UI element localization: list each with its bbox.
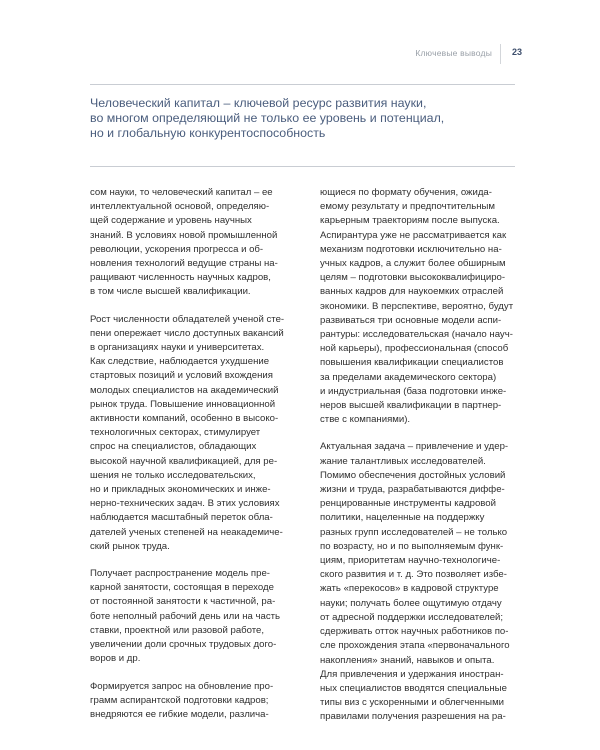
text-line: пени опережает число доступных вакансий — [90, 327, 284, 339]
text-line: за пределами академического сектора) — [320, 371, 497, 383]
pull-quote — [90, 96, 520, 142]
text-line: ванных кадров для наукоемких отраслей — [320, 286, 504, 298]
left-text-column — [90, 186, 304, 735]
text-line: наблюдается масштабный переток обла- — [90, 512, 273, 524]
text-line: сом науки, то человеческий капитал – ее — [90, 187, 273, 198]
text-line: неров высшей квалификации в партнер- — [320, 400, 502, 412]
paragraph — [90, 680, 304, 723]
text-line: емому результату и предпочтительным — [320, 201, 496, 213]
header-divider — [500, 44, 501, 64]
text-line: правилами получения разрешения на ра- — [320, 711, 506, 723]
text-line: ренцированные инструменты кадровой — [320, 498, 496, 510]
pull-quote-line: во многом определяющий не только ее уровень и потенциал, — [90, 111, 445, 126]
text-line: Для привлечения и удержания иностран- — [320, 668, 504, 680]
text-line: щей содержание и уровень научных — [90, 215, 252, 227]
text-line: высокой научной квалификацией, для ре- — [90, 455, 278, 467]
pull-quote-line: Человеческий капитал – ключевой ресурс развития науки, — [90, 96, 427, 110]
text-line: шения не только исследовательских, — [90, 469, 256, 481]
text-line: Актуальная задача – привлечение и удер- — [320, 441, 509, 453]
text-line: в организациях науки и университетах. — [90, 342, 265, 354]
text-line: рынок труда. Повышение инновационной — [90, 398, 276, 410]
text-line: разных групп исследователей – не только — [320, 526, 508, 538]
text-line: науки; получать более ощутимую отдачу — [320, 597, 502, 609]
text-line: жать «перекосов» в кадровой структуре — [320, 583, 499, 595]
paragraph — [320, 440, 534, 724]
text-line: технологичных секторах, стимулирует — [90, 427, 261, 439]
text-line: типы виз с ускоренными и облегченными — [320, 697, 505, 709]
paragraph — [90, 567, 304, 666]
text-line: повышения квалификации специалистов — [320, 357, 504, 369]
text-line: карной занятости, состоящая в переходе — [90, 582, 274, 594]
text-line: революции, ускорения прогресса и об- — [90, 243, 264, 255]
text-line: воров и др. — [90, 653, 141, 665]
text-line: ющиеся по формату обучения, ожида- — [320, 187, 492, 198]
text-line: целям – подготовки высококвалифициро- — [320, 272, 506, 284]
text-line: нерно-технических задач. В этих условиях — [90, 498, 280, 510]
text-line: дателей ученых степеней на неакадемиче- — [90, 526, 283, 538]
paragraph — [320, 186, 534, 427]
text-line: грамм аспирантской подготовки кадров; — [90, 694, 269, 706]
text-line: от постоянной занятости к частичной, ра- — [90, 596, 276, 608]
text-line: стартовых позиций и условий вхождения — [90, 370, 273, 382]
text-line: стве с компаниями). — [320, 414, 411, 426]
paragraph — [90, 313, 304, 554]
text-line: молодых специалистов на академический — [90, 384, 279, 396]
page-number: 23 — [512, 47, 523, 57]
text-line: развиваться три основные модели аспи- — [320, 314, 502, 326]
text-line: рантуры: исследовательская (начало науч- — [320, 329, 513, 341]
right-text-column — [320, 186, 534, 738]
text-line: Аспирантура уже не рассматривается как — [320, 229, 507, 241]
text-line: спрос на специалистов, обладающих — [90, 441, 257, 453]
text-line: учных кадров, а служит более обширным — [320, 258, 506, 270]
text-line: Получает распространение модель пре- — [90, 568, 270, 580]
text-line: от адресной поддержки исследователей; — [320, 611, 504, 623]
text-line: увеличении доли срочных трудовых дого- — [90, 639, 277, 651]
text-line: новления технологий ведущие страны на- — [90, 258, 278, 270]
text-line: циям, приоритетам научно-технологиче- — [320, 555, 501, 567]
text-line: знаний. В условиях новой промышленной — [90, 229, 278, 241]
text-line: Как следствие, наблюдается ухудшение — [90, 356, 270, 368]
text-line: жизни и труда, разрабатываются диффе- — [320, 484, 505, 496]
text-line: механизм подготовки исключительно на- — [320, 243, 502, 255]
callout-bottom-rule — [90, 166, 515, 167]
text-line: Помимо обеспечения достойных условий — [320, 469, 506, 481]
text-line: ский рынок труда. — [90, 540, 170, 552]
text-line: активности компаний, особенно в высоко- — [90, 413, 279, 425]
text-line: жание талантливых исследователей. — [320, 455, 486, 467]
text-line: Формируется запрос на обновление про- — [90, 680, 274, 692]
text-line: внедряются ее гибкие модели, различа- — [90, 708, 269, 720]
text-line: но и прикладных экономических и инже- — [90, 484, 271, 496]
text-line: карьерным траекториям после выпуска. — [320, 215, 500, 227]
text-line: и индустриальная (база подготовки инже- — [320, 385, 507, 397]
text-line: сле прохождения этапа «первоначального — [320, 640, 510, 652]
text-line: сдерживать отток научных работников по- — [320, 626, 509, 638]
text-line: экономики. В перспективе, вероятно, будут — [320, 300, 514, 312]
text-line: в том числе высшей квалификации. — [90, 286, 251, 298]
text-line: по возрасту, но и по выполняемым функ- — [320, 540, 504, 552]
text-line: ского развития и т. д. Это позволяет избе- — [320, 569, 507, 581]
text-line: ращивают численность научных кадров, — [90, 272, 271, 284]
text-line: политики, нацеленные на поддержку — [320, 512, 485, 524]
text-line: Рост численности обладателей ученой сте- — [90, 313, 285, 325]
text-line: интеллектуальной основой, определяю- — [90, 201, 270, 213]
section-title: Ключевые выводы — [415, 48, 492, 58]
text-line: ных специалистов вводятся специальные — [320, 682, 507, 694]
callout-top-rule — [90, 84, 515, 85]
paragraph — [90, 186, 304, 300]
text-line: накопления» знаний, навыков и опыта. — [320, 654, 495, 666]
text-line: ставки, проектной или разовой работе, — [90, 624, 265, 636]
page-header — [0, 44, 600, 64]
text-line: боте неполный рабочий день или на часть — [90, 610, 281, 622]
text-line: ной карьеры), профессиональная (способ — [320, 343, 509, 355]
pull-quote-line: но и глобальную конкурентоспособность — [90, 126, 326, 141]
